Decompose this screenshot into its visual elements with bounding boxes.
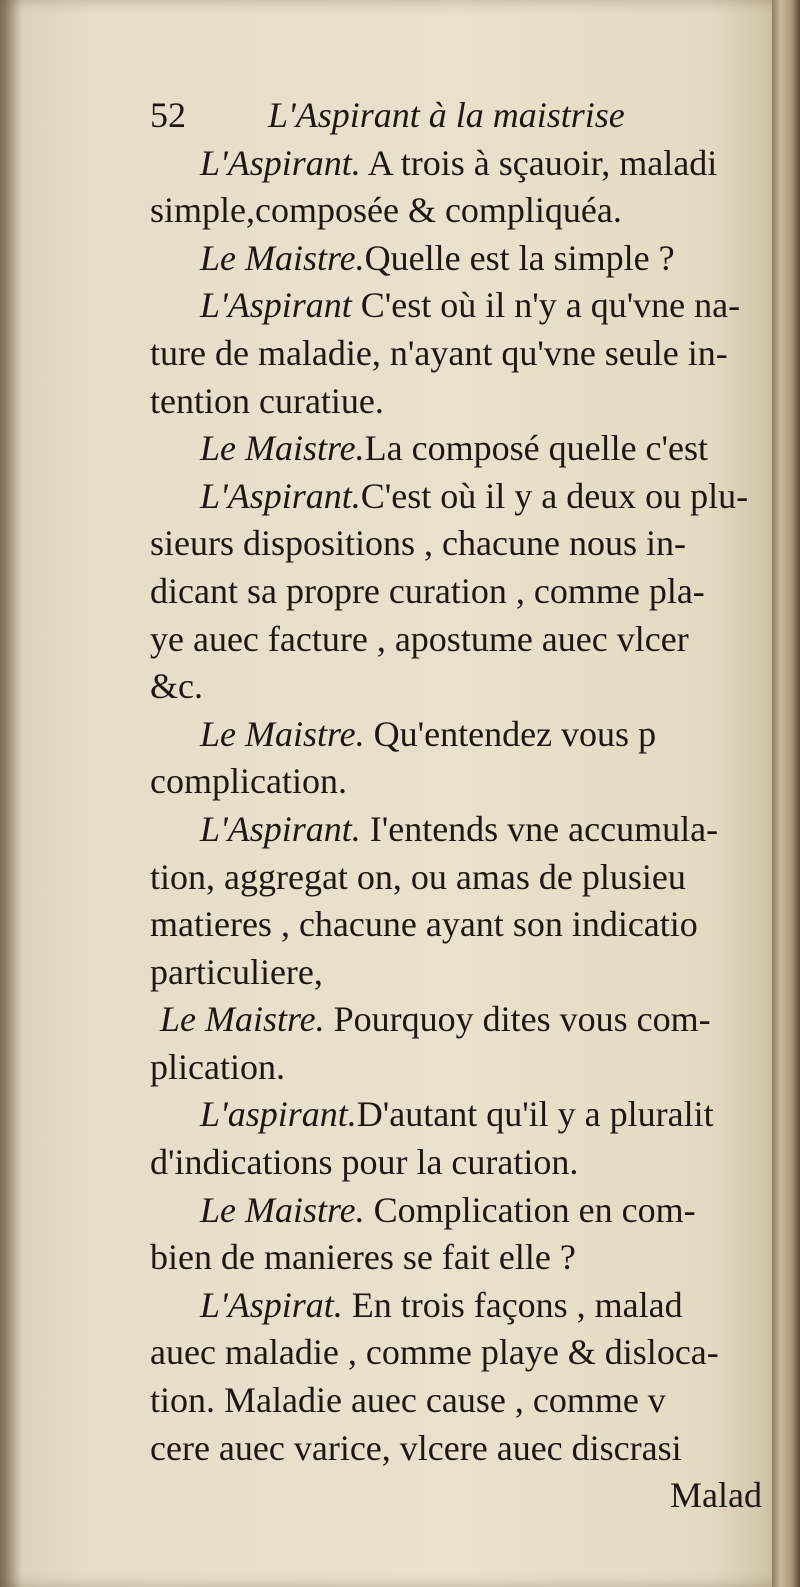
text-line: tion, aggregat on, ou amas de plusieu <box>150 856 686 897</box>
text-line: complication. <box>150 761 347 802</box>
text-line: Le Maistre. Qu'entendez vous p <box>200 713 657 754</box>
speaker: L'Aspirant. <box>200 142 361 183</box>
text-line: ye auec facture , apostume auec vlcer <box>150 618 689 659</box>
text-line: &c. <box>150 666 203 707</box>
text-line: tion. Maladie auec cause , comme v <box>150 1380 666 1421</box>
speaker: Le Maistre. <box>200 237 365 278</box>
text-line: tention curatiue. <box>150 380 384 421</box>
speaker: Le Maistre. <box>160 999 325 1040</box>
text-line: sieurs dispositions , chacune nous in- <box>150 523 686 564</box>
page-edge <box>772 0 800 1587</box>
text-line: Le Maistre. Pourquoy dites vous com- <box>160 999 711 1040</box>
running-title: L'Aspirant à la maistrise <box>268 95 625 135</box>
text-line: L'Aspirant. I'entends vne accumula- <box>200 808 719 849</box>
page-text <box>150 92 772 1520</box>
speaker: L'Aspirant. <box>200 475 361 516</box>
speaker: L'Aspirant. <box>200 808 361 849</box>
text-line: L'Aspirant. A trois à sçauoir, maladi <box>200 142 718 183</box>
catchword: Malad <box>670 1475 762 1516</box>
speaker: Le Maistre. <box>200 1189 365 1230</box>
gutter-shadow <box>0 0 22 1587</box>
text-line: dicant sa propre curation , comme pla- <box>150 570 705 611</box>
page-number: 52 <box>150 95 186 135</box>
text-line: d'indications pour la curation. <box>150 1142 579 1183</box>
text-line: simple,composée & compliquéa. <box>150 190 622 231</box>
text-line: L'Aspirant C'est où il n'y a qu'vne na- <box>200 285 741 326</box>
speaker: L'Aspirant <box>200 285 352 326</box>
speaker: L'aspirant. <box>200 1094 357 1135</box>
running-header <box>150 92 772 140</box>
text-line: L'Aspirant.C'est où il y a deux ou plu- <box>200 475 749 516</box>
text-line: particuliere, <box>150 951 323 992</box>
text-line: ture de maladie, n'ayant qu'vne seule in- <box>150 332 728 373</box>
text-line: cere auec varice, vlcere auec discrasi <box>150 1427 682 1468</box>
text-line: Le Maistre.La composé quelle c'est <box>200 428 709 469</box>
text-line: Le Maistre.Quelle est la simple ? <box>200 237 675 278</box>
text-line: bien de manieres se fait elle ? <box>150 1237 576 1278</box>
text-line: auec maladie , comme playe & disloca- <box>150 1332 719 1373</box>
text-line: plication. <box>150 1046 285 1087</box>
text-line: L'aspirant.D'autant qu'il y a pluralit <box>200 1094 714 1135</box>
speaker: Le Maistre. <box>200 428 365 469</box>
text-line: matieres , chacune ayant son indicatio <box>150 904 698 945</box>
text-line: L'Aspirat. En trois façons , malad <box>200 1284 683 1325</box>
speaker: Le Maistre. <box>200 713 365 754</box>
speaker: L'Aspirat. <box>200 1284 343 1325</box>
text-line: Le Maistre. Complication en com- <box>200 1189 696 1230</box>
